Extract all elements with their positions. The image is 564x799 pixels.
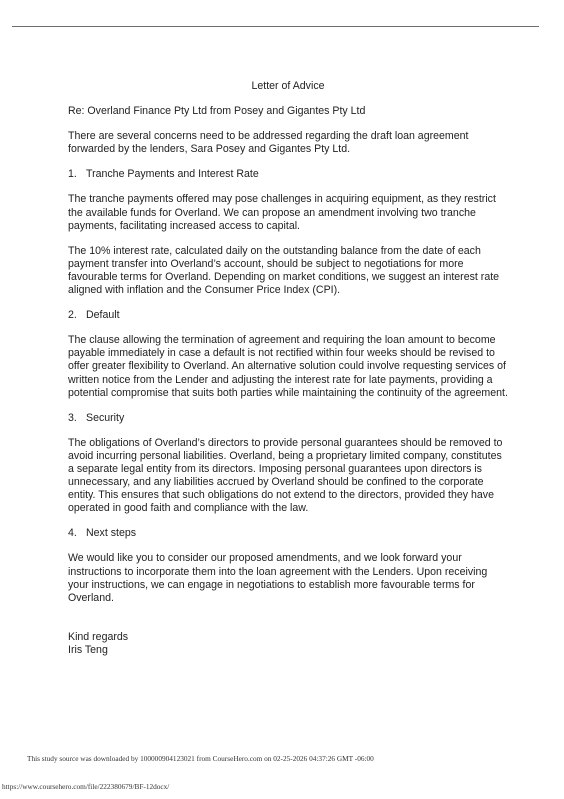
section-title: Next steps (86, 527, 137, 540)
section-heading-tranche (68, 168, 508, 181)
paragraph: The obligations of Overland’s directors to provide personal guarantees should be removed to avoid incurring personal liabilities. Overland, being a proprietary limited company, constitutes a separate legal entity from its directors. Imposing personal guarantees upon directors is unnecessary, and any liabilities accrued by Overland should be confined to the corporate entity. This ensures that such obligations do not extend to the directors, provided they have operated in good faith and compliance with the law. (68, 436, 503, 515)
download-notice: This study source was downloaded by 100000904123021 from CourseHero.com on 02-25-2026 04:37:26 GMT -06:00 (27, 754, 374, 763)
section-heading-security (68, 412, 508, 425)
closing: Kind regards (68, 630, 129, 643)
paragraph: We would like you to consider our proposed amendments, and we look forward your instructions to incorporate them into the loan agreement with the Lenders. Upon receiving your instructions, we can engage in negotiations to establish more favourable terms for Overland. (68, 552, 488, 604)
section-title: Tranche Payments and Interest Rate (86, 168, 259, 181)
section-heading-next-steps (68, 527, 508, 540)
source-url: https://www.coursehero.com/file/222380679/BF-12docx/ (2, 782, 170, 791)
section-number: 4. (68, 527, 77, 540)
paragraph: The 10% interest rate, calculated daily on the outstanding balance from the date of each payment transfer into Overland’s account, should be subject to negotiations for more favourable terms for Overland. Depending on market conditions, we suggest an interest rate aligned with inflation and the Consumer Price Index (CPI). (68, 244, 500, 297)
letter-body (68, 80, 508, 657)
top-divider (12, 26, 539, 27)
letter-title: Letter of Advice (251, 80, 325, 92)
signoff-block (68, 631, 508, 657)
section-title: Default (86, 309, 120, 322)
section-number: 1. (68, 168, 77, 181)
re-line: Re: Overland Finance Pty Ltd from Posey and Gigantes Pty Ltd (68, 105, 366, 118)
section-number: 2. (68, 309, 77, 322)
intro-paragraph: There are several concerns need to be addressed regarding the draft loan agreement forwarded by the lenders, Sara Posey and Gigantes Pty Ltd. (68, 130, 469, 156)
signature-name: Iris Teng (68, 643, 108, 656)
section-title: Security (86, 411, 125, 424)
section-heading-default (68, 309, 508, 322)
paragraph: The clause allowing the termination of agreement and requiring the loan amount to become payable immediately in case a default is not rectified within four weeks should be revised to offer greater flexibility to Overland. An alternative solution could involve requesting services of written notice from the Lender and adjusting the interest rate for late payments, providing a potential compromise that suits both parties while maintaining the continuity of the agreement. (68, 334, 508, 399)
paragraph: The tranche payments offered may pose challenges in acquiring equipment, as they restrict the available funds for Overland. We can propose an amendment involving two tranche payments, facilitating increased access to capital. (68, 193, 496, 232)
section-number: 3. (68, 411, 77, 424)
